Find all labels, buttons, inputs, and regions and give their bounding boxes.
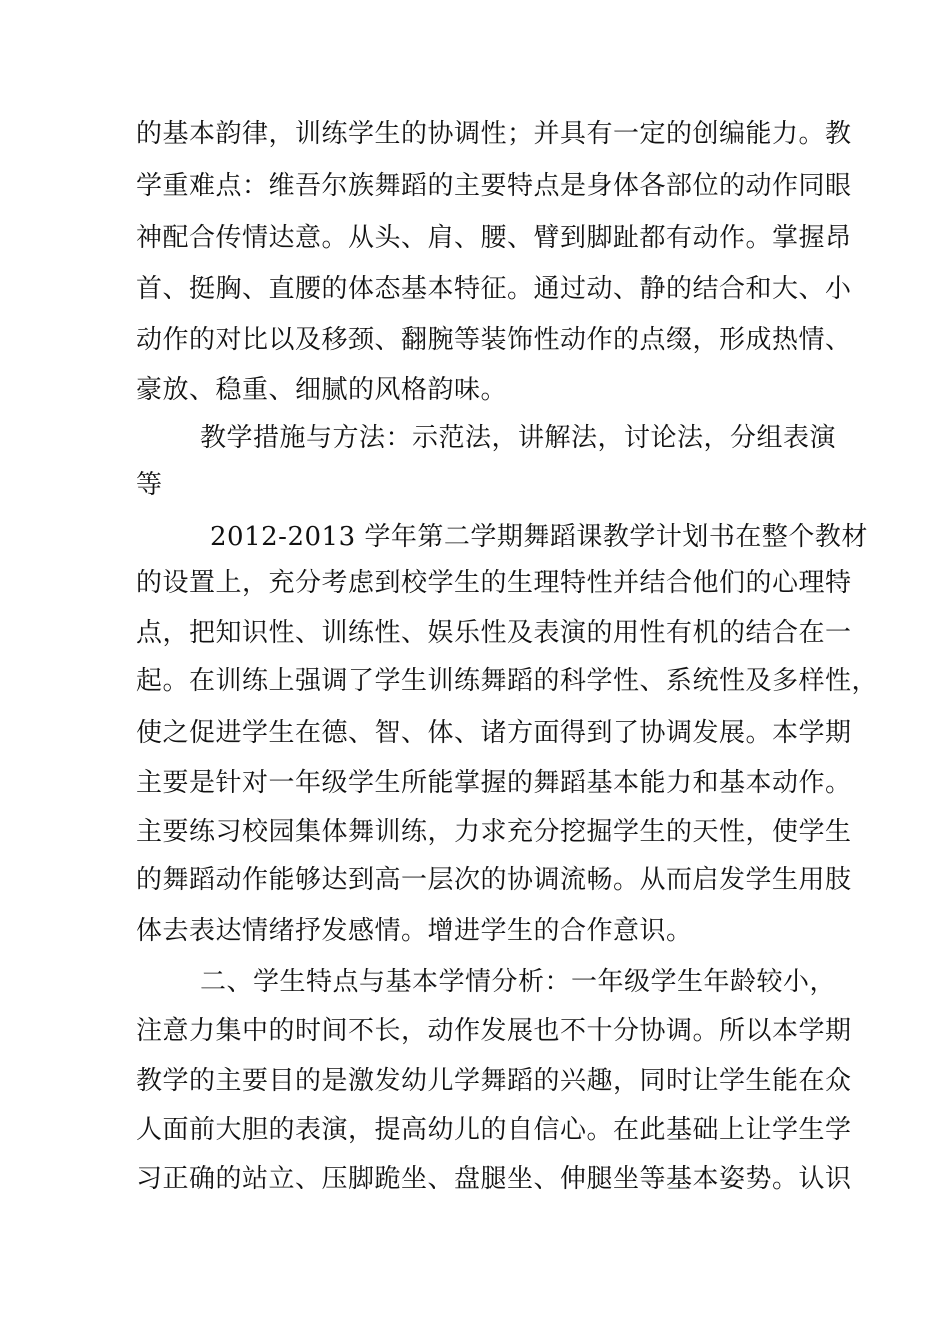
text-line: 的设置上，充分考虑到校学生的生理特性并结合他们的心理特 xyxy=(136,568,852,598)
text-line: 学重难点：维吾尔族舞蹈的主要特点是身体各部位的动作同眼 xyxy=(136,171,852,201)
text-line: 主要练习校园集体舞训练，力求充分挖掘学生的天性，使学生 xyxy=(136,817,852,847)
text-line: 教学的主要目的是激发幼儿学舞蹈的兴趣，同时让学生能在众 xyxy=(136,1066,852,1096)
text-line: 习正确的站立、压脚跪坐、盘腿坐、伸腿坐等基本姿势。认识 xyxy=(136,1164,852,1194)
text-line: 起。在训练上强调了学生训练舞蹈的科学性、系统性及多样性， xyxy=(136,666,879,696)
text-line: 注意力集中的时间不长，动作发展也不十分协调。所以本学期 xyxy=(136,1016,852,1046)
text-line: 的基本韵律，训练学生的协调性；并具有一定的创编能力。教 xyxy=(136,119,852,149)
text-line: 使之促进学生在德、智、体、诸方面得到了协调发展。本学期 xyxy=(136,718,852,748)
text-line: 教学措施与方法：示范法，讲解法，讨论法，分组表演 xyxy=(200,423,837,453)
text-line: 神配合传情达意。从头、肩、腰、臂到脚趾都有动作。掌握昂 xyxy=(136,223,852,253)
text-line: 人面前大胆的表演，提高幼儿的自信心。在此基础上让学生学 xyxy=(136,1115,852,1145)
text-line: 体去表达情绪抒发感情。增进学生的合作意识。 xyxy=(136,916,693,946)
text-line: 首、挺胸、直腰的体态基本特征。通过动、静的结合和大、小 xyxy=(136,274,852,304)
text-line: 2012-2013 学年第二学期舞蹈课教学计划书在整个教材 xyxy=(210,522,868,552)
text-line: 点，把知识性、训练性、娱乐性及表演的用性有机的结合在一 xyxy=(136,618,852,648)
text-line: 豪放、稳重、细腻的风格韵味。 xyxy=(136,375,508,405)
text-line: 主要是针对一年级学生所能掌握的舞蹈基本能力和基本动作。 xyxy=(136,768,852,798)
text-line: 二、学生特点与基本学情分析：一年级学生年龄较小， xyxy=(200,967,837,997)
text-line: 的舞蹈动作能够达到高一层次的协调流畅。从而启发学生用肢 xyxy=(136,865,852,895)
text-line: 动作的对比以及移颈、翻腕等装饰性动作的点缀，形成热情、 xyxy=(136,325,852,355)
text-line: 等 xyxy=(136,470,163,500)
